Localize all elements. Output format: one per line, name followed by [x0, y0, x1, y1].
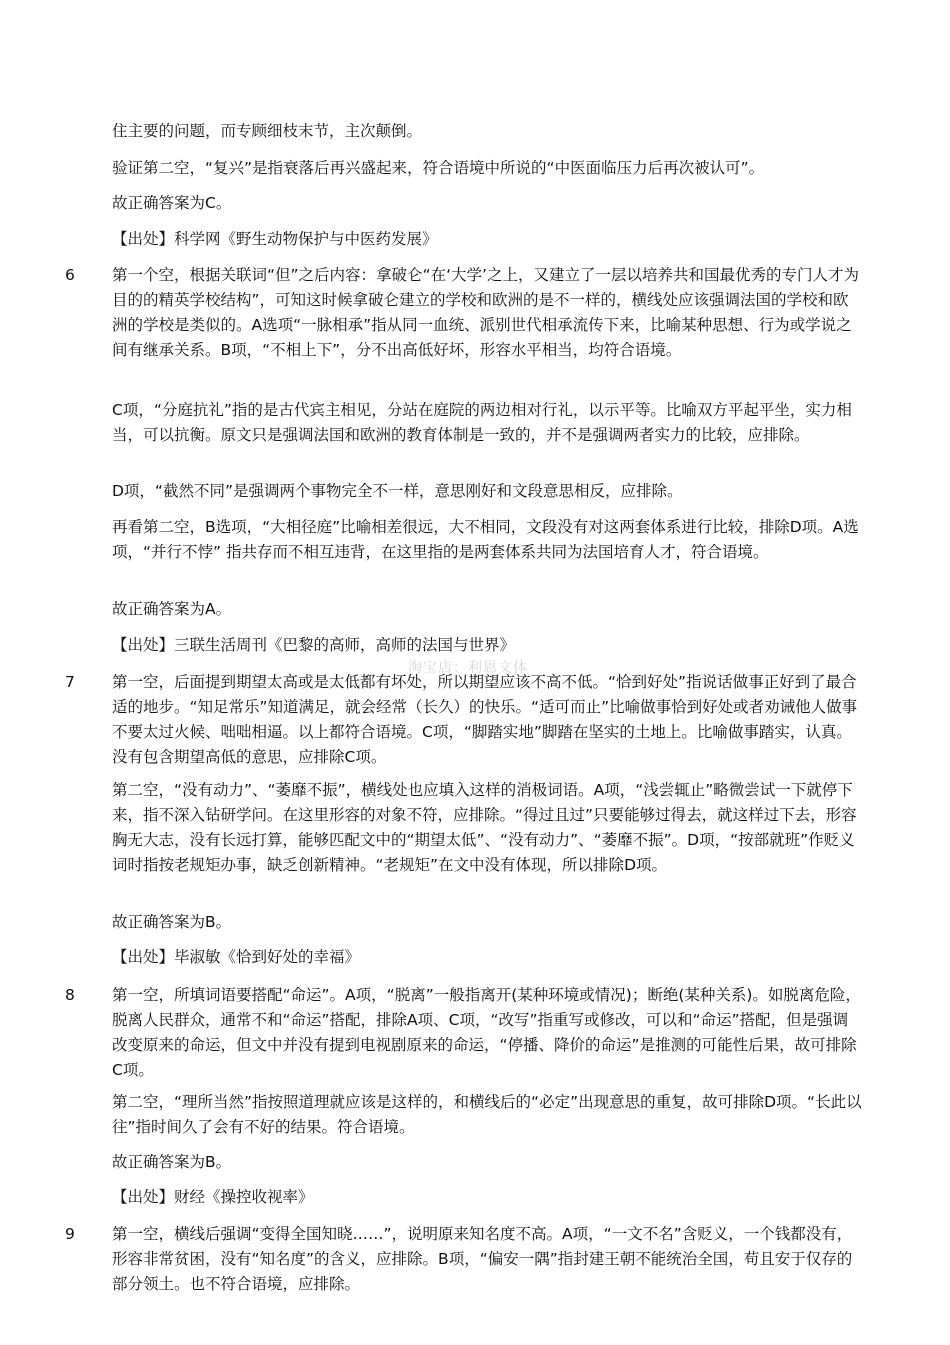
paragraph: 故正确答案为C。 — [112, 194, 232, 212]
paragraph: 再看第二空，B选项，“大相径庭”比喻相差很远，大不相同，文段没有对这两套体系进行比较，排除D项。A选项，“并行不悖” 指共存而不相互违背，在这里指的是两套体系共同为法国培育人才，符合语境。 — [112, 518, 859, 561]
item-number: 7 — [65, 673, 75, 691]
watermark: 淘宝店：利恩文体 — [408, 660, 528, 676]
paragraph: 第一空，所填词语要搭配“命运”。A项，“脱离”一般指离开(某种环境或情况)；断绝(某种关系)。如脱离危险，脱离人民群众，通常不和“命运”搭配，排除A项、C项，“改写”指重写或修改，可以和“命运”搭配，但是强调改变原来的命运，但文中并没有提到电视剧原来的命运，“停播、降价的命运”是推测的可能性后果，故可排除C项。 — [112, 986, 861, 1079]
item-number: 8 — [65, 986, 75, 1004]
paragraph: 第一个空，根据关联词“但”之后内容：拿破仑“在‘大学’之上，又建立了一层以培养共和国最优秀的专门人才为目的的精英学校结构”，可知这时候拿破仑建立的学校和欧洲的是不一样的，横线处应该强调法国的学校和欧洲的学校是类似的。A选项“一脉相承”指从同一血统、派别世代相承流传下来，比喻某种思想、行为或学说之间有继承关系。B项，“不相上下”，分不出高低好坏，形容水平相当，均符合语境。 — [112, 266, 859, 359]
source-line: 【出处】科学网《野生动物保护与中医药发展》 — [112, 230, 438, 248]
source-line: 【出处】财经《操控收视率》 — [112, 1188, 314, 1206]
item-number: 6 — [65, 266, 75, 284]
paragraph: 故正确答案为A。 — [112, 600, 232, 618]
paragraph: D项，“截然不同”是强调两个事物完全不一样，意思刚好和文段意思相反，应排除。 — [112, 482, 683, 500]
paragraph: 第一空，后面提到期望太高或是太低都有坏处，所以期望应该不高不低。“恰到好处”指说话做事正好到了最合适的地步。“知足常乐”知道满足，就会经常（长久）的快乐。“适可而止”比喻做事恰到好处或者劝诫他人做事不要太过火候、咄咄相逼。以上都符合语境。C项，“脚踏实地”脚踏在坚实的土地上。比喻做事踏实，认真。没有包含期望高低的意思，应排除C项。 — [112, 673, 858, 766]
paragraph: 第一空，横线后强调“变得全国知晓……”，说明原来知名度不高。A项，“一文不名”含贬义，一个钱都没有，形容非常贫困，没有“知名度”的含义，应排除。B项，“偏安一隅”指封建王朝不能统治全国，苟且安于仅存的部分领土。也不符合语境，应排除。 — [112, 1225, 853, 1293]
paragraph: 第二空，“没有动力”、“萎靡不振”，横线处也应填入这样的消极词语。A项，“浅尝辄止”略微尝试一下就停下来，指不深入钻研学问。在这里形容的对象不符，应排除。“得过且过”只要能够过得去，就这样过下去，形容胸无大志，没有长远打算，能够匹配文中的“期望太低”、“没有动力”、“萎靡不振”。D项，“按部就班”作贬义词时指按老规矩办事，缺乏创新精神。“老规矩”在文中没有体现，所以排除D项。 — [112, 781, 857, 874]
paragraph: 住主要的问题，而专顾细枝末节，主次颠倒。 — [112, 122, 423, 140]
source-line: 【出处】毕淑敏《恰到好处的幸福》 — [112, 948, 361, 966]
paragraph: C项，“分庭抗礼”指的是古代宾主相见，分站在庭院的两边相对行礼，以示平等。比喻双方平起平坐，实力相当，可以抗衡。原文只是强调法国和欧洲的教育体制是一致的，并不是强调两者实力的比较，应排除。 — [112, 401, 852, 444]
paragraph: 故正确答案为B。 — [112, 1153, 232, 1171]
paragraph: 第二空，“理所当然”指按照道理就应该是这样的，和横线后的“必定”出现意思的重复，故可排除D项。“长此以往”指时间久了会有不好的结果。符合语境。 — [112, 1093, 862, 1136]
source-line: 【出处】三联生活周刊《巴黎的高师，高师的法国与世界》 — [112, 636, 516, 654]
paragraph: 故正确答案为B。 — [112, 913, 232, 931]
paragraph: 验证第二空，“复兴”是指衰落后再兴盛起来，符合语境中所说的“中医面临压力后再次被认可”。 — [112, 159, 765, 177]
item-number: 9 — [65, 1225, 75, 1243]
